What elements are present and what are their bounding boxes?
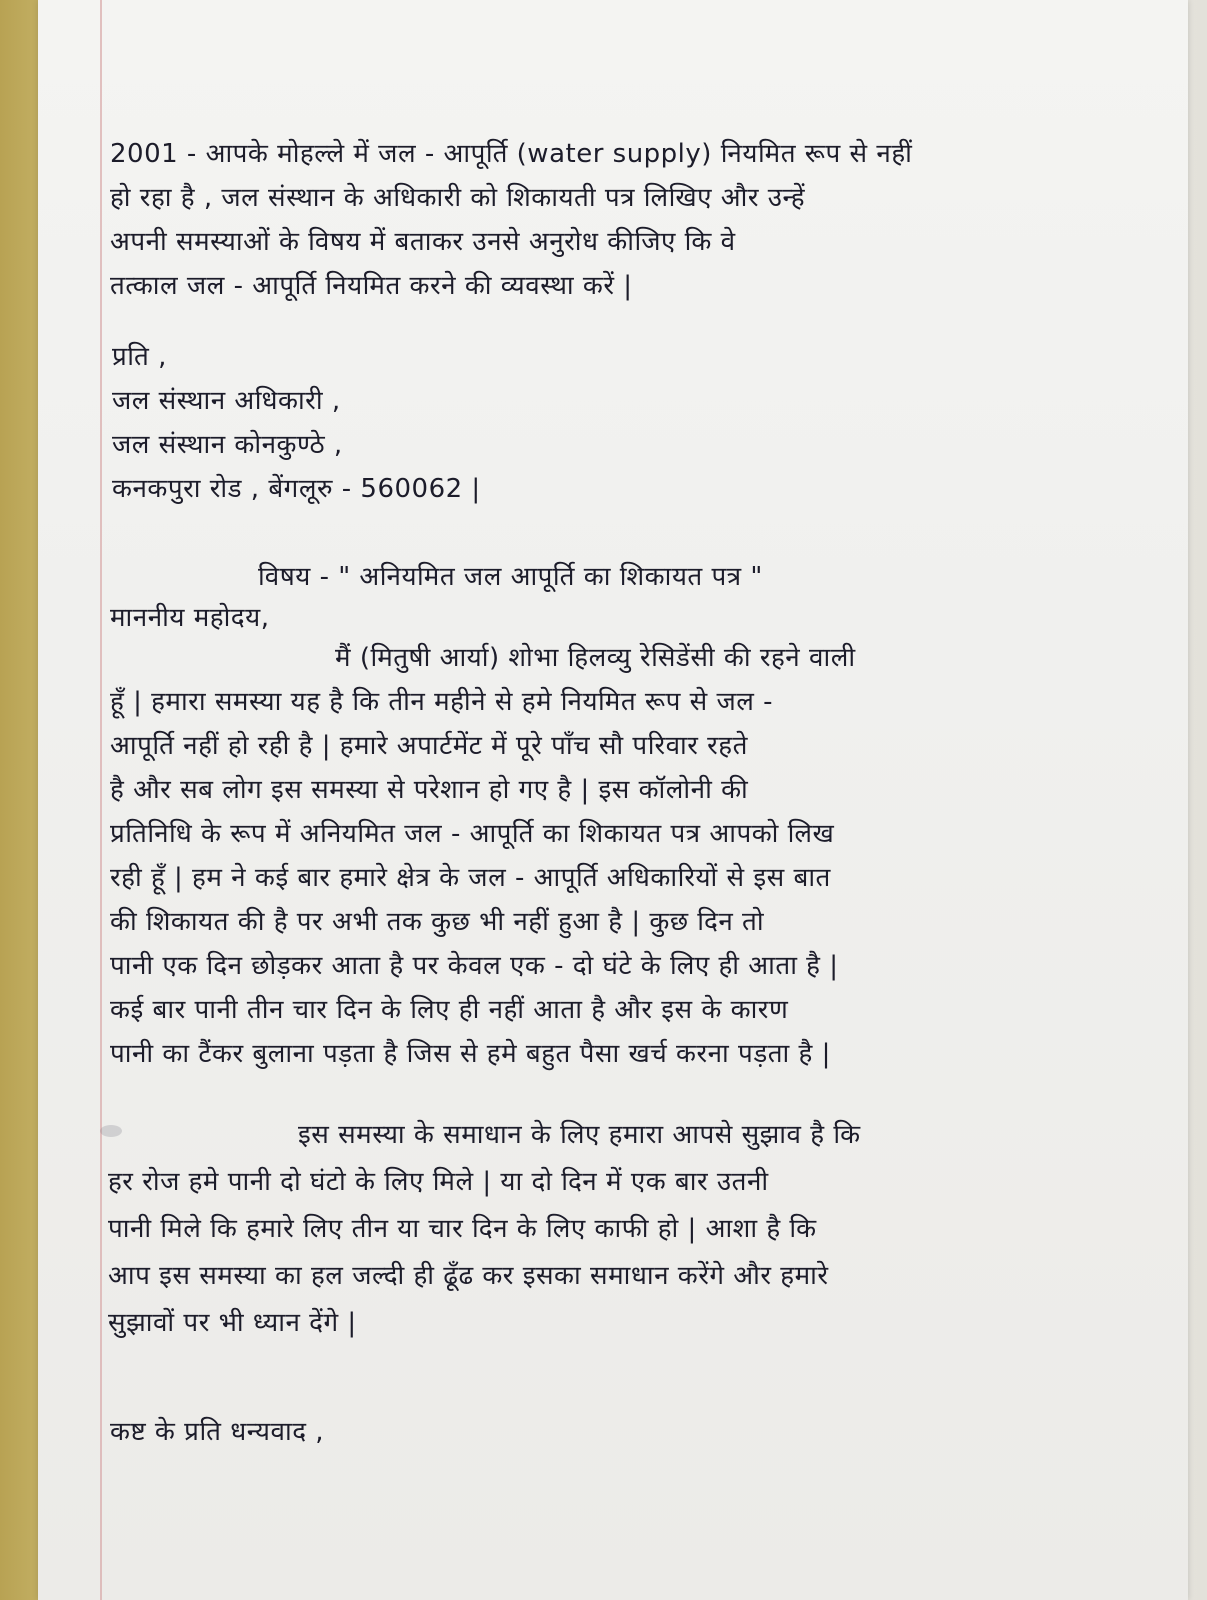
body-line: पानी एक दिन छोड़कर आता है पर केवल एक - दो घंटे के लिए ही आता है | bbox=[110, 951, 839, 981]
salutation: माननीय महोदय, bbox=[110, 603, 270, 633]
body-line: इस समस्या के समाधान के लिए हमारा आपसे सुझाव है कि bbox=[298, 1120, 861, 1150]
prompt-line: तत्काल जल - आपूर्ति नियमित करने की व्यवस्था करें | bbox=[110, 271, 633, 301]
body-line: है और सब लोग इस समस्या से परेशान हो गए है | इस कॉलोनी की bbox=[110, 775, 749, 805]
question-prompt bbox=[110, 132, 912, 308]
address-line: कनकपुरा रोड , बेंगलूरु - 560062 | bbox=[112, 474, 481, 504]
body-paragraph-1 bbox=[110, 636, 856, 1076]
closing-line: कष्ट के प्रति धन्यवाद , bbox=[110, 1417, 325, 1447]
prompt-line: अपनी समस्याओं के विषय में बताकर उनसे अनुरोध कीजिए कि वे bbox=[110, 227, 736, 257]
body-paragraph-2 bbox=[108, 1113, 861, 1348]
body-line: की शिकायत की है पर अभी तक कुछ भी नहीं हुआ है | कुछ दिन तो bbox=[110, 907, 765, 937]
body-line: हर रोज हमे पानी दो घंटो के लिए मिले | या दो दिन में एक बार उतनी bbox=[108, 1167, 769, 1197]
prompt-line: हो रहा है , जल संस्थान के अधिकारी को शिकायती पत्र लिखिए और उन्हें bbox=[110, 183, 806, 213]
body-line: हूँ | हमारा समस्या यह है कि तीन महीने से हमे नियमित रूप से जल - bbox=[110, 687, 774, 717]
address-line: जल संस्थान कोनकुण्ठे , bbox=[112, 430, 343, 460]
body-line: पानी का टैंकर बुलाना पड़ता है जिस से हमे बहुत पैसा खर्च करना पड़ता है | bbox=[110, 1039, 831, 1069]
page-margin-line bbox=[100, 0, 102, 1600]
body-line: पानी मिले कि हमारे लिए तीन या चार दिन के लिए काफी हो | आशा है कि bbox=[108, 1214, 817, 1244]
recipient-address bbox=[112, 335, 481, 511]
body-line: आप इस समस्या का हल जल्दी ही ढूँढ कर इसका समाधान करेंगे और हमारे bbox=[108, 1261, 829, 1291]
body-line: सुझावों पर भी ध्यान देंगे | bbox=[108, 1308, 357, 1338]
address-line: प्रति , bbox=[112, 342, 167, 372]
body-line: मैं (मितुषी आर्या) शोभा हिलव्यु रेसिडेंसी की रहने वाली bbox=[335, 643, 856, 673]
address-line: जल संस्थान अधिकारी , bbox=[112, 386, 341, 416]
prompt-line: 2001 - आपके मोहल्ले में जल - आपूर्ति (water supply) नियमित रूप से नहीं bbox=[110, 139, 913, 169]
body-line: कई बार पानी तीन चार दिन के लिए ही नहीं आता है और इस के कारण bbox=[110, 995, 789, 1025]
letter-subject: विषय - " अनियमित जल आपूर्ति का शिकायत पत्र " bbox=[258, 562, 763, 592]
body-line: प्रतिनिधि के रूप में अनियमित जल - आपूर्ति का शिकायत पत्र आपको लिख bbox=[110, 819, 835, 849]
body-line: रही हूँ | हम ने कई बार हमारे क्षेत्र के जल - आपूर्ति अधिकारियों से इस बात bbox=[110, 863, 831, 893]
body-line: आपूर्ति नहीं हो रही है | हमारे अपार्टमेंट में पूरे पाँच सौ परिवार रहते bbox=[110, 731, 748, 761]
